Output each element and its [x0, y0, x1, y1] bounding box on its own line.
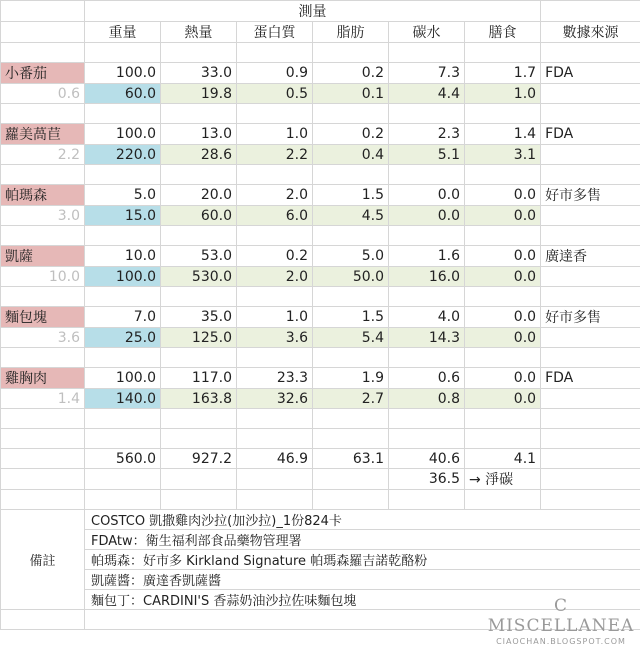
cell[interactable]: [85, 469, 161, 490]
cell[interactable]: [389, 287, 465, 307]
food-name[interactable]: 凱薩: [1, 246, 85, 267]
base-fat-cell[interactable]: 0.2: [313, 63, 389, 84]
column-header-row: [1, 22, 640, 43]
cell[interactable]: [541, 287, 640, 307]
source-cell[interactable]: FDA: [541, 368, 640, 389]
net-carb-row: [1, 469, 640, 490]
portion-fiber-cell[interactable]: 0.0: [465, 389, 541, 409]
portion-protein-cell[interactable]: 0.5: [237, 84, 313, 104]
cell[interactable]: [161, 348, 237, 368]
cell[interactable]: [541, 328, 640, 348]
cell[interactable]: [541, 469, 640, 490]
base-fiber-cell[interactable]: 0.0: [465, 246, 541, 267]
measurement-group-header[interactable]: 測量: [85, 1, 541, 22]
cell[interactable]: [541, 429, 640, 449]
cell[interactable]: [541, 389, 640, 409]
watermark-url: CIAOCHAN.BLOGSPOT.COM: [486, 637, 636, 646]
food-base-row: [1, 124, 640, 145]
cell[interactable]: [237, 287, 313, 307]
portion-calories-cell[interactable]: 60.0: [161, 206, 237, 226]
cell[interactable]: [237, 165, 313, 185]
cell[interactable]: [541, 84, 640, 104]
cell[interactable]: [237, 490, 313, 510]
base-calories-cell[interactable]: 13.0: [161, 124, 237, 145]
watermark-title: C MISCELLANEA: [486, 596, 636, 636]
cell[interactable]: [85, 348, 161, 368]
cell[interactable]: [85, 287, 161, 307]
cell[interactable]: [237, 409, 313, 429]
cell[interactable]: [389, 490, 465, 510]
base-protein-cell[interactable]: 0.2: [237, 246, 313, 267]
base-protein-cell[interactable]: 0.9: [237, 63, 313, 84]
cell[interactable]: [161, 226, 237, 246]
base-fiber-cell[interactable]: 0.0: [465, 185, 541, 206]
cell[interactable]: [465, 226, 541, 246]
source-cell[interactable]: FDA: [541, 63, 640, 84]
source-cell[interactable]: 好市多售: [541, 185, 640, 206]
source-cell[interactable]: 好市多售: [541, 307, 640, 328]
cell[interactable]: [85, 104, 161, 124]
cell[interactable]: [237, 104, 313, 124]
cell[interactable]: [541, 226, 640, 246]
total-carbs-cell[interactable]: 40.6: [389, 449, 465, 469]
portion-weight-cell[interactable]: 60.0: [85, 84, 161, 104]
portion-protein-cell[interactable]: 2.0: [237, 267, 313, 287]
cell[interactable]: [85, 490, 161, 510]
portion-fat-cell[interactable]: 4.5: [313, 206, 389, 226]
col-header-fat[interactable]: 脂肪: [313, 22, 389, 43]
portion-fiber-cell[interactable]: 3.1: [465, 145, 541, 165]
cell[interactable]: [313, 490, 389, 510]
food-base-row: [1, 307, 640, 328]
portion-ratio[interactable]: 3.6: [1, 328, 85, 348]
cell[interactable]: [465, 490, 541, 510]
food-portion-row: [1, 328, 640, 348]
cell[interactable]: [541, 348, 640, 368]
cell[interactable]: [237, 348, 313, 368]
food-base-row: [1, 185, 640, 206]
net-carb-label[interactable]: → 淨碳: [465, 469, 541, 490]
base-protein-cell[interactable]: 1.0: [237, 124, 313, 145]
col-header-weight[interactable]: 重量: [85, 22, 161, 43]
cell[interactable]: [1, 1, 85, 22]
cell[interactable]: [1, 348, 85, 368]
spacer-row: [1, 43, 640, 63]
base-carbs-cell[interactable]: 4.0: [389, 307, 465, 328]
base-weight-cell[interactable]: 10.0: [85, 246, 161, 267]
sheet-body: [1, 1, 640, 630]
food-name[interactable]: 蘿美萵苣: [1, 124, 85, 145]
portion-calories-cell[interactable]: 530.0: [161, 267, 237, 287]
cell[interactable]: [1, 490, 85, 510]
note-row: [1, 570, 640, 590]
base-carbs-cell[interactable]: 2.3: [389, 124, 465, 145]
spacer-row: [1, 287, 640, 307]
cell[interactable]: [1, 22, 85, 43]
portion-weight-cell[interactable]: 100.0: [85, 267, 161, 287]
base-fiber-cell[interactable]: 1.7: [465, 63, 541, 84]
cell[interactable]: [1, 409, 85, 429]
cell[interactable]: [541, 206, 640, 226]
food-name[interactable]: 麵包塊: [1, 307, 85, 328]
total-protein-cell[interactable]: 46.9: [237, 449, 313, 469]
note-row: [1, 510, 640, 530]
total-weight-cell[interactable]: 560.0: [85, 449, 161, 469]
col-header-carbs[interactable]: 碳水: [389, 22, 465, 43]
cell[interactable]: [237, 429, 313, 449]
net-carb-value[interactable]: 36.5: [389, 469, 465, 490]
portion-ratio[interactable]: 1.4: [1, 389, 85, 409]
note-line[interactable]: COSTCO 凱撒雞肉沙拉(加沙拉)_1份824卡: [85, 510, 640, 530]
cell[interactable]: [1, 610, 85, 630]
spacer-row: [1, 348, 640, 368]
base-calories-cell[interactable]: 117.0: [161, 368, 237, 389]
remarks-label[interactable]: 備註: [1, 510, 85, 610]
cell[interactable]: [465, 165, 541, 185]
cell[interactable]: [85, 429, 161, 449]
cell[interactable]: [161, 104, 237, 124]
totals-row: [1, 449, 640, 469]
cell[interactable]: [161, 165, 237, 185]
portion-calories-cell[interactable]: 28.6: [161, 145, 237, 165]
portion-fiber-cell[interactable]: 0.0: [465, 267, 541, 287]
cell[interactable]: [541, 165, 640, 185]
base-carbs-cell[interactable]: 0.6: [389, 368, 465, 389]
portion-calories-cell[interactable]: 163.8: [161, 389, 237, 409]
base-weight-cell[interactable]: 7.0: [85, 307, 161, 328]
spacer-row: [1, 490, 640, 510]
portion-ratio[interactable]: 2.2: [1, 145, 85, 165]
portion-calories-cell[interactable]: 125.0: [161, 328, 237, 348]
cell[interactable]: [465, 43, 541, 63]
spacer-row: [1, 226, 640, 246]
spacer-row: [1, 409, 640, 429]
cell[interactable]: [161, 469, 237, 490]
cell[interactable]: [313, 409, 389, 429]
cell[interactable]: [1, 226, 85, 246]
cell[interactable]: [389, 104, 465, 124]
cell[interactable]: [313, 348, 389, 368]
cell[interactable]: [389, 43, 465, 63]
cell[interactable]: [541, 449, 640, 469]
cell[interactable]: [389, 409, 465, 429]
portion-weight-cell[interactable]: 25.0: [85, 328, 161, 348]
cell[interactable]: [313, 226, 389, 246]
cell[interactable]: [465, 429, 541, 449]
note-line[interactable]: 帕瑪森：好市多 Kirkland Signature 帕瑪森羅吉諾乾酪粉: [85, 550, 640, 570]
spacer-row: [1, 429, 640, 449]
portion-fat-cell[interactable]: 0.4: [313, 145, 389, 165]
cell[interactable]: [237, 469, 313, 490]
cell[interactable]: [465, 104, 541, 124]
note-row: [1, 550, 640, 570]
portion-calories-cell[interactable]: 19.8: [161, 84, 237, 104]
cell[interactable]: [313, 429, 389, 449]
portion-fat-cell[interactable]: 0.1: [313, 84, 389, 104]
cell[interactable]: [1, 165, 85, 185]
portion-weight-cell[interactable]: 220.0: [85, 145, 161, 165]
cell[interactable]: [161, 409, 237, 429]
base-calories-cell[interactable]: 33.0: [161, 63, 237, 84]
cell[interactable]: [161, 429, 237, 449]
cell[interactable]: [1, 469, 85, 490]
base-weight-cell[interactable]: 100.0: [85, 124, 161, 145]
portion-carbs-cell[interactable]: 0.0: [389, 206, 465, 226]
base-fiber-cell[interactable]: 0.0: [465, 307, 541, 328]
base-carbs-cell[interactable]: 0.0: [389, 185, 465, 206]
portion-carbs-cell[interactable]: 16.0: [389, 267, 465, 287]
base-protein-cell[interactable]: 2.0: [237, 185, 313, 206]
food-name[interactable]: 帕瑪森: [1, 185, 85, 206]
cell[interactable]: [313, 43, 389, 63]
cell[interactable]: [1, 104, 85, 124]
total-fiber-cell[interactable]: 4.1: [465, 449, 541, 469]
cell[interactable]: [541, 43, 640, 63]
portion-weight-cell[interactable]: 140.0: [85, 389, 161, 409]
portion-weight-cell[interactable]: 15.0: [85, 206, 161, 226]
cell[interactable]: [389, 165, 465, 185]
portion-fat-cell[interactable]: 50.0: [313, 267, 389, 287]
portion-fiber-cell[interactable]: 0.0: [465, 206, 541, 226]
base-calories-cell[interactable]: 20.0: [161, 185, 237, 206]
food-base-row: [1, 368, 640, 389]
portion-fat-cell[interactable]: 2.7: [313, 389, 389, 409]
portion-ratio[interactable]: 10.0: [1, 267, 85, 287]
note-line[interactable]: 麵包丁：CARDINI'S 香蒜奶油沙拉佐味麵包塊: [85, 590, 640, 610]
base-fiber-cell[interactable]: 1.4: [465, 124, 541, 145]
cell[interactable]: [541, 145, 640, 165]
spacer-row: [1, 165, 640, 185]
cell[interactable]: [1, 429, 85, 449]
cell[interactable]: [1, 43, 85, 63]
cell[interactable]: [541, 1, 640, 22]
spacer-row: [1, 104, 640, 124]
cell[interactable]: [313, 287, 389, 307]
portion-ratio[interactable]: 3.0: [1, 206, 85, 226]
cell[interactable]: [313, 469, 389, 490]
cell[interactable]: [389, 429, 465, 449]
portion-carbs-cell[interactable]: 0.8: [389, 389, 465, 409]
base-carbs-cell[interactable]: 1.6: [389, 246, 465, 267]
portion-fiber-cell[interactable]: 1.0: [465, 84, 541, 104]
food-portion-row: [1, 206, 640, 226]
blog-watermark: [486, 596, 636, 646]
total-calories-cell[interactable]: 927.2: [161, 449, 237, 469]
base-weight-cell[interactable]: 100.0: [85, 368, 161, 389]
base-protein-cell[interactable]: 23.3: [237, 368, 313, 389]
cell[interactable]: [85, 409, 161, 429]
cell[interactable]: [541, 104, 640, 124]
portion-protein-cell[interactable]: 6.0: [237, 206, 313, 226]
cell[interactable]: [313, 165, 389, 185]
cell[interactable]: [85, 43, 161, 63]
base-calories-cell[interactable]: 35.0: [161, 307, 237, 328]
source-cell[interactable]: FDA: [541, 124, 640, 145]
base-fat-cell[interactable]: 0.2: [313, 124, 389, 145]
food-base-row: [1, 63, 640, 84]
base-fat-cell[interactable]: 1.9: [313, 368, 389, 389]
cell[interactable]: [541, 267, 640, 287]
cell[interactable]: [465, 409, 541, 429]
base-calories-cell[interactable]: 53.0: [161, 246, 237, 267]
cell[interactable]: [389, 348, 465, 368]
portion-protein-cell[interactable]: 3.6: [237, 328, 313, 348]
food-name[interactable]: 小番茄: [1, 63, 85, 84]
portion-ratio[interactable]: 0.6: [1, 84, 85, 104]
col-header-fiber[interactable]: 膳食: [465, 22, 541, 43]
cell[interactable]: [161, 287, 237, 307]
cell[interactable]: [541, 409, 640, 429]
portion-carbs-cell[interactable]: 14.3: [389, 328, 465, 348]
col-header-protein[interactable]: 蛋白質: [237, 22, 313, 43]
cell[interactable]: [465, 287, 541, 307]
base-fat-cell[interactable]: 1.5: [313, 185, 389, 206]
header-group-row: [1, 1, 640, 22]
food-base-row: [1, 246, 640, 267]
portion-protein-cell[interactable]: 2.2: [237, 145, 313, 165]
portion-fat-cell[interactable]: 5.4: [313, 328, 389, 348]
note-line[interactable]: 凱薩醬：廣達香凱薩醬: [85, 570, 640, 590]
food-name[interactable]: 雞胸肉: [1, 368, 85, 389]
cell[interactable]: [313, 104, 389, 124]
cell[interactable]: [161, 43, 237, 63]
source-cell[interactable]: 廣達香: [541, 246, 640, 267]
note-line[interactable]: FDAtw：衛生福利部食品藥物管理署: [85, 530, 640, 550]
base-fat-cell[interactable]: 5.0: [313, 246, 389, 267]
cell[interactable]: [237, 226, 313, 246]
portion-carbs-cell[interactable]: 4.4: [389, 84, 465, 104]
cell[interactable]: [465, 348, 541, 368]
cell[interactable]: [161, 490, 237, 510]
food-portion-row: [1, 84, 640, 104]
food-portion-row: [1, 267, 640, 287]
base-weight-cell[interactable]: 5.0: [85, 185, 161, 206]
cell[interactable]: [85, 226, 161, 246]
total-fat-cell[interactable]: 63.1: [313, 449, 389, 469]
col-header-calories[interactable]: 熱量: [161, 22, 237, 43]
cell[interactable]: [541, 490, 640, 510]
portion-carbs-cell[interactable]: 5.1: [389, 145, 465, 165]
base-fat-cell[interactable]: 1.5: [313, 307, 389, 328]
base-protein-cell[interactable]: 1.0: [237, 307, 313, 328]
cell[interactable]: [237, 43, 313, 63]
portion-fiber-cell[interactable]: 0.0: [465, 328, 541, 348]
food-portion-row: [1, 389, 640, 409]
base-fiber-cell[interactable]: 0.0: [465, 368, 541, 389]
cell[interactable]: [1, 449, 85, 469]
note-row: [1, 530, 640, 550]
cell[interactable]: [85, 165, 161, 185]
col-header-source[interactable]: 數據來源: [541, 22, 640, 43]
cell[interactable]: [1, 287, 85, 307]
base-carbs-cell[interactable]: 7.3: [389, 63, 465, 84]
cell[interactable]: [389, 226, 465, 246]
food-portion-row: [1, 145, 640, 165]
base-weight-cell[interactable]: 100.0: [85, 63, 161, 84]
portion-protein-cell[interactable]: 32.6: [237, 389, 313, 409]
